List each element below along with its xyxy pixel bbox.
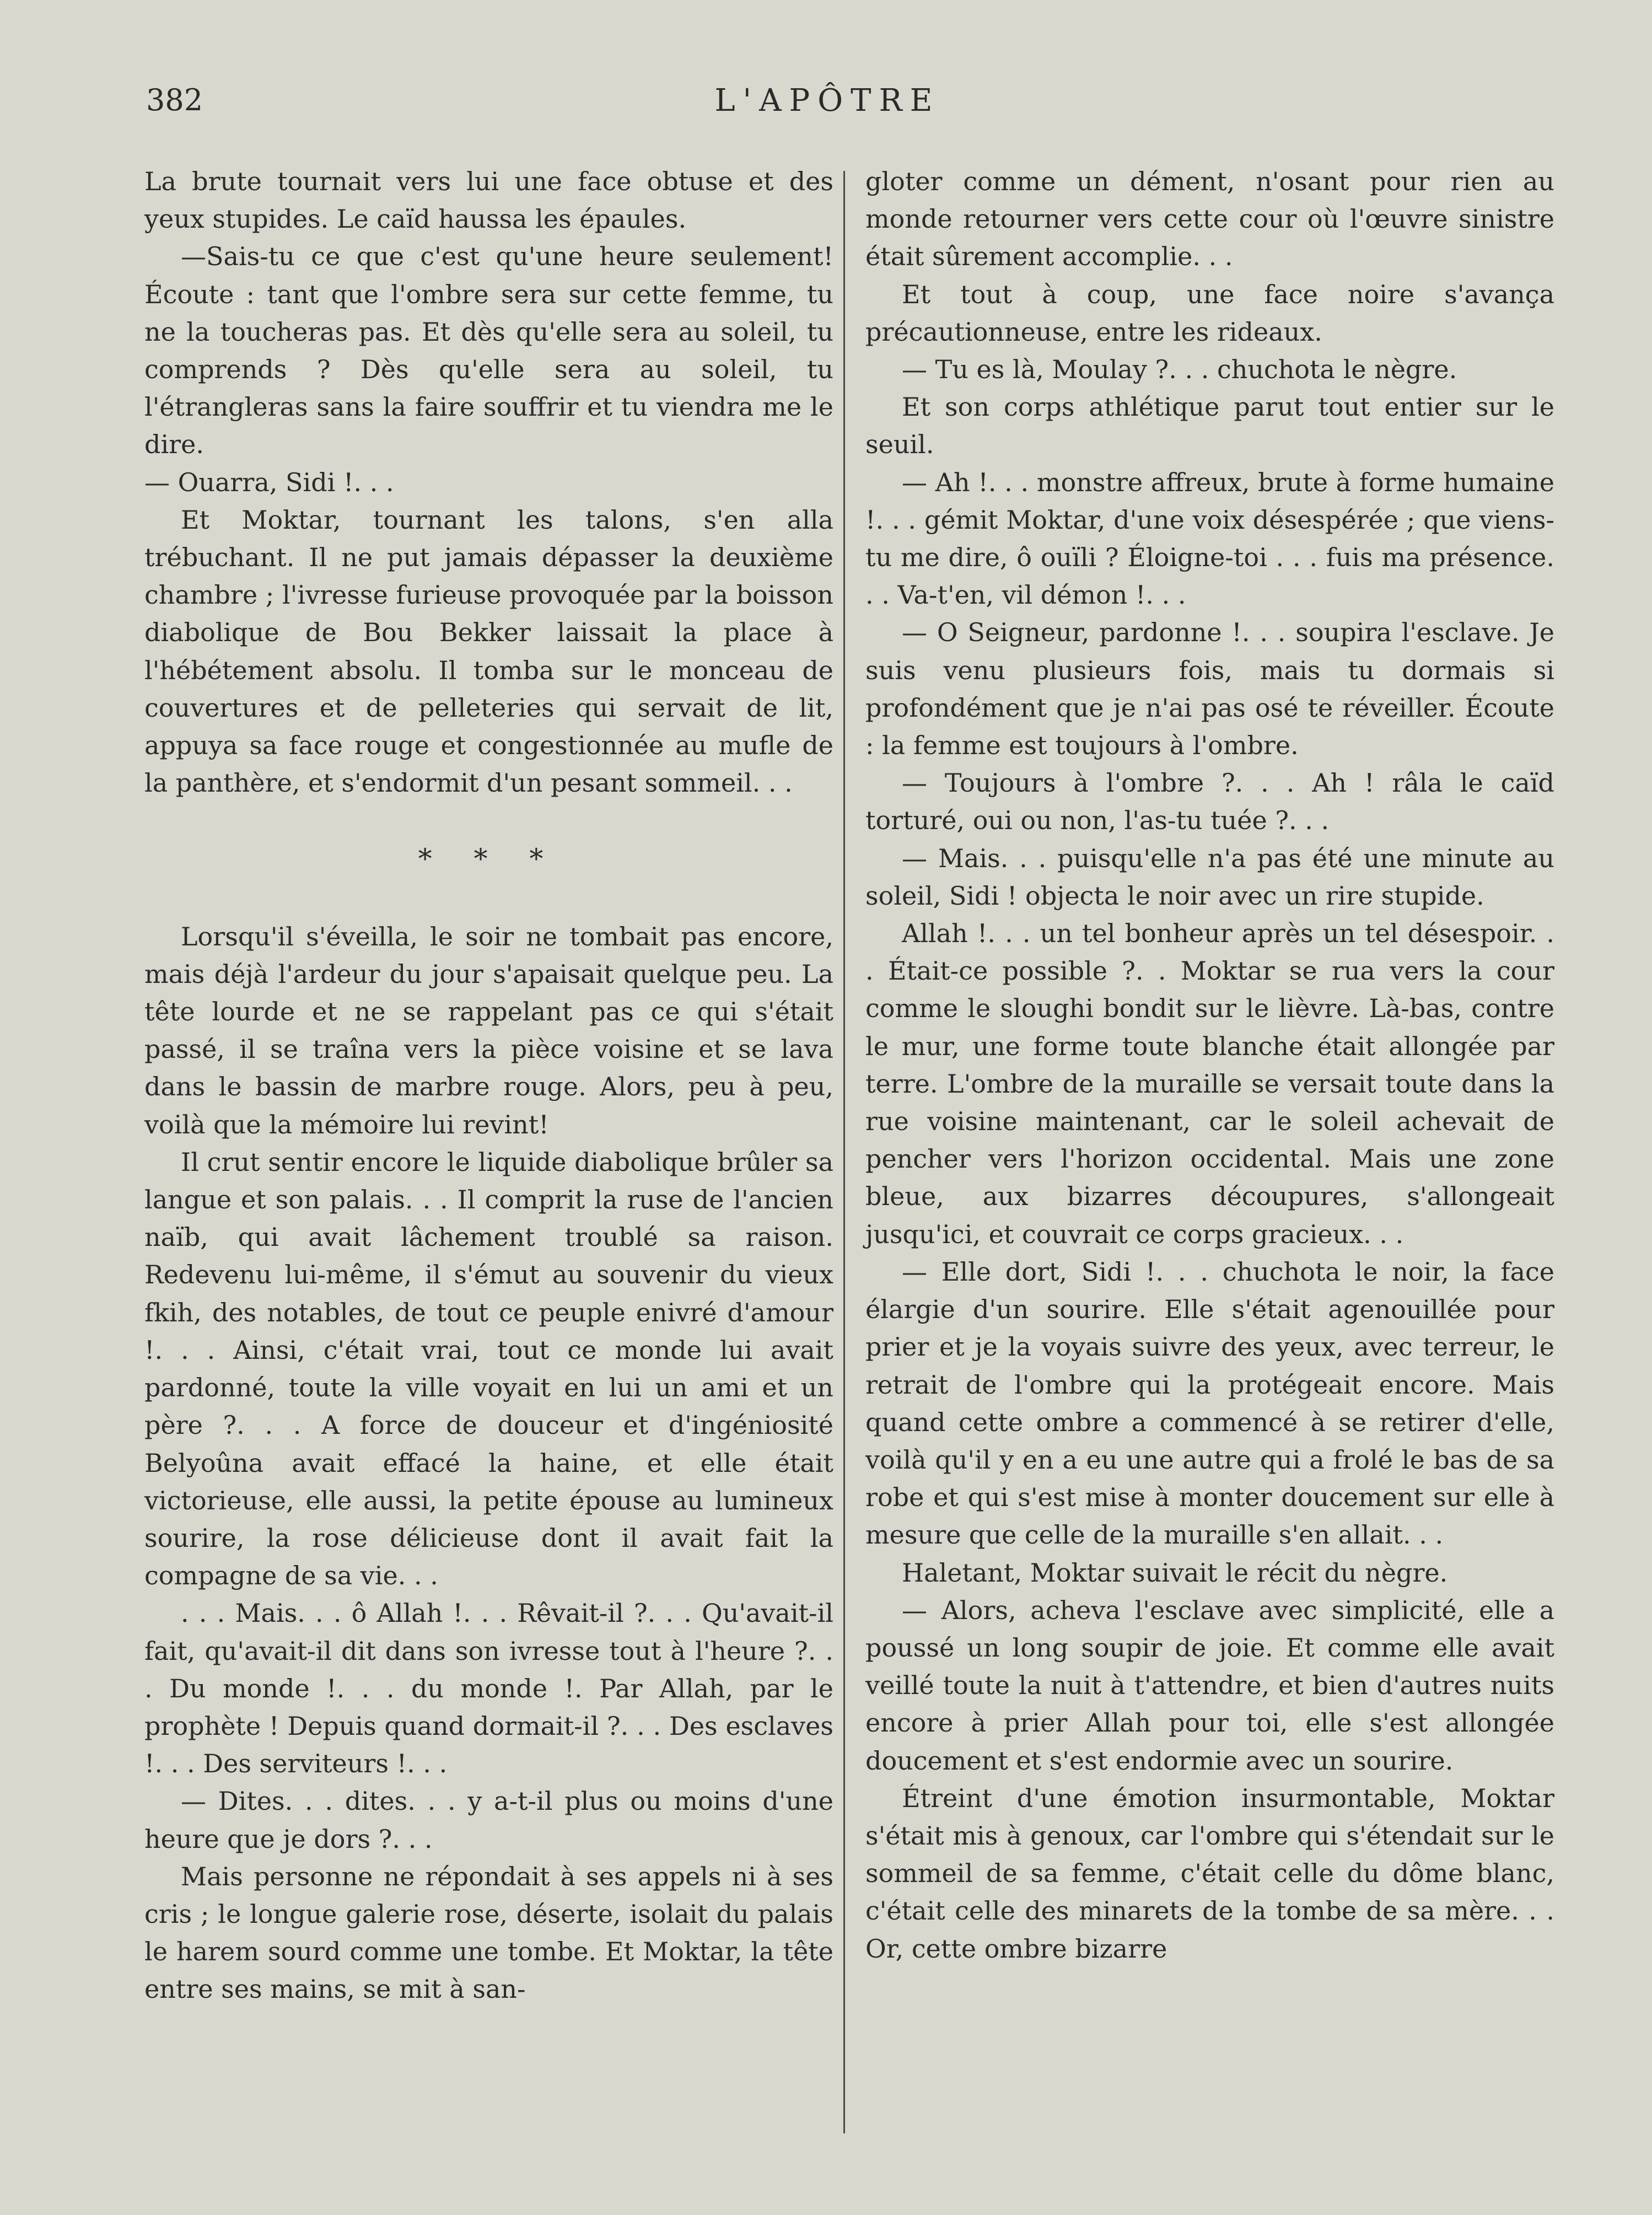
paragraph: Et tout à coup, une face noire s'avança précautionneuse, entre les rideaux. (865, 279, 1554, 347)
left-column (144, 163, 833, 2008)
paragraph: Et Moktar, tournant les talons, s'en alla trébuchant. Il ne put jamais dépasser la deuxième chambre ; l'ivresse furieuse provoquée par la boisson diabolique de Bou Bekker laissait la place à l'hébétement absolu. Il tomba sur le monceau de couvertures et de pelleteries qui servait de lit, appuya sa face rouge et congestionnée au mufle de la panthère, et s'endormit d'un pesant sommeil. . . (144, 504, 833, 798)
paragraph: — Dites. . . dites. . . y a-t-il plus ou moins d'une heure que je dors ?. . . (144, 1786, 833, 1854)
running-title: L'APÔTRE (714, 83, 940, 119)
paragraph: Allah !. . . un tel bonheur après un tel désespoir. . . Était-ce possible ?. . Moktar se rua vers la cour comme le sloughi bondit sur le lièvre. Là-bas, contre le mur, une forme toute blanche était allongée par terre. L'ombre de la muraille se versait toute dans la rue voisine maintenant, car le soleil achevait de pencher vers l'horizon occidental. Mais une zone bleue, aux bizarres découpures, s'allongeait jusqu'ici, et couvrait ce corps gracieux. . . (865, 918, 1554, 1249)
paragraph: —Sais-tu ce que c'est qu'une heure seulement! Écoute : tant que l'ombre sera sur cette femme, tu ne la toucheras pas. Et dès qu'elle sera au soleil, tu comprends ? Dès qu'elle sera au soleil, tu l'étrangleras sans la faire souffrir et tu viendra me le dire. (144, 241, 833, 460)
paragraph: . . . Mais. . . ô Allah !. . . Rêvait-il ?. . . Qu'avait-il fait, qu'avait-il dit dans son ivresse tout à l'heure ?. . . Du monde !. . . du monde !. Par Allah, par le prophète ! Depuis quand dormait-il ?. . . Des esclaves !. . . Des serviteurs !. . . (144, 1598, 833, 1779)
paragraph: — Alors, acheva l'esclave avec simplicité, elle a poussé un long soupir de joie. Et comme elle avait veillé toute la nuit à t'attendre, et bien d'autres nuits encore à prier Allah pour toi, elle s'est allongée doucement et s'est endormie avec un sourire. (865, 1595, 1554, 1776)
paragraph: — Toujours à l'ombre ?. . . Ah ! râla le caïd torturé, oui ou non, l'as-tu tuée ?. . . (865, 768, 1554, 836)
paragraph: gloter comme un dément, n'osant pour rien au monde retourner vers cette cour où l'œuvre sinistre était sûrement accomplie. . . (865, 166, 1554, 272)
paragraph: — Elle dort, Sidi !. . . chuchota le noir, la face élargie d'un sourire. Elle s'était agenouillée pour prier et je la voyais suivre des yeux, avec terreur, le retrait de l'ombre qui la protégeait encore. Mais quand cette ombre a commencé à se retirer d'elle, voilà qu'il y en a eu une autre qui a frolé le bas de sa robe et qui s'est mise à monter doucement sur elle à mesure que celle de la muraille s'en allait. . . (865, 1256, 1554, 1550)
paragraph: — O Seigneur, pardonne !. . . soupira l'esclave. Je suis venu plusieurs fois, mais tu dormais si profondément que je n'ai pas osé te réveiller. Écoute : la femme est toujours à l'ombre. (865, 617, 1554, 761)
paragraph: — Ah !. . . monstre affreux, brute à forme humaine !. . . gémit Moktar, d'une voix désespérée ; que viens-tu me dire, ô ouïli ? Éloigne-toi . . . fuis ma présence. . . Va-t'en, vil démon !. . . (865, 467, 1554, 610)
paragraph: — Tu es là, Moulay ?. . . chuchota le nègre. (902, 354, 1457, 385)
paragraph: Lorsqu'il s'éveilla, le soir ne tombait pas encore, mais déjà l'ardeur du jour s'apaisait quelque peu. La tête lourde et ne se rappelant pas ce qui s'était passé, il se traîna vers la pièce voisine et se lava dans le bassin de marbre rouge. Alors, peu à peu, voilà que la mémoire lui revint! (144, 921, 833, 1139)
page-number: 382 (146, 83, 203, 117)
paragraph: Mais personne ne répondait à ses appels ni à ses cris ; le longue galerie rose, déserte, isolait du palais le harem sourd comme une tombe. Et Moktar, la tête entre ses mains, se mit à san- (144, 1861, 833, 2004)
paragraph: Haletant, Moktar suivait le récit du nègre. (902, 1557, 1448, 1588)
section-separator: * * * (418, 843, 560, 875)
paragraph: La brute tournait vers lui une face obtuse et des yeux stupides. Le caïd haussa les épaules. (144, 166, 833, 234)
paragraph: — Ouarra, Sidi !. . . (144, 467, 394, 497)
column-divider (843, 171, 845, 2133)
right-column (865, 163, 1554, 1967)
page-header (146, 83, 1509, 127)
paragraph: — Mais. . . puisqu'elle n'a pas été une minute au soleil, Sidi ! objecta le noir avec un rire stupide. (865, 843, 1554, 911)
paragraph: Il crut sentir encore le liquide diabolique brûler sa langue et son palais. . . Il comprit la ruse de l'ancien naïb, qui avait lâchement troublé sa raison. Redevenu lui-même, il s'émut au souvenir du vieux fkih, des notables, de tout ce peuple enivré d'amour !. . . Ainsi, c'était vrai, tout ce monde lui avait pardonné, toute la ville voyait en lui un ami et un père ?. . . A force de douceur et d'ingéniosité Belyoûna avait effacé la haine, et elle était victorieuse, elle aussi, la petite épouse au lumineux sourire, la rose délicieuse dont il avait fait la compagne de sa vie. . . (144, 1147, 833, 1591)
paragraph: Étreint d'une émotion insurmontable, Moktar s'était mis à genoux, car l'ombre qui s'étendait sur le sommeil de sa femme, c'était celle du dôme blanc, c'était celle des minarets de la tombe de sa mère. . . Or, cette ombre bizarre (865, 1783, 1554, 1964)
paragraph: Et son corps athlétique parut tout entier sur le seuil. (865, 392, 1554, 460)
